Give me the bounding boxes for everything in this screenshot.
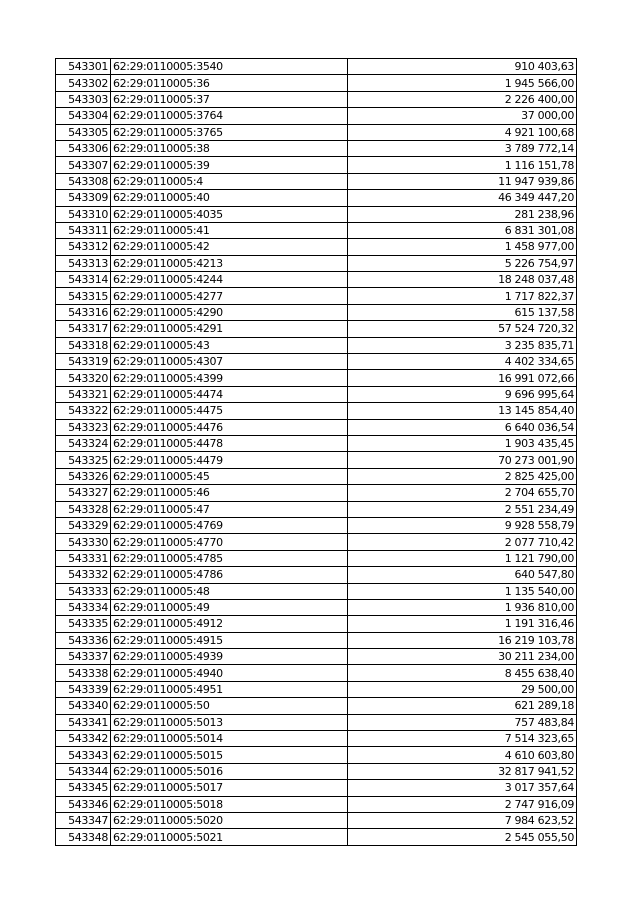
row-number-cell: 543340 (56, 698, 111, 714)
cadastral-number-cell: 62:29:0110005:43 (111, 337, 348, 353)
table-row (56, 157, 577, 173)
cadastral-value-cell: 3 789 772,14 (348, 140, 577, 156)
cadastral-number-cell: 62:29:0110005:48 (111, 583, 348, 599)
cadastral-number-cell: 62:29:0110005:5015 (111, 747, 348, 763)
cadastral-value-cell: 2 704 655,70 (348, 485, 577, 501)
row-number-cell: 543310 (56, 206, 111, 222)
row-number-cell: 543336 (56, 632, 111, 648)
cadastral-number-cell: 62:29:0110005:4307 (111, 354, 348, 370)
row-number-cell: 543307 (56, 157, 111, 173)
cadastral-number-cell: 62:29:0110005:4786 (111, 567, 348, 583)
cadastral-number-cell: 62:29:0110005:42 (111, 239, 348, 255)
cadastral-value-cell: 6 640 036,54 (348, 419, 577, 435)
cadastral-value-cell: 70 273 001,90 (348, 452, 577, 468)
cadastral-number-cell: 62:29:0110005:4940 (111, 665, 348, 681)
table-row (56, 91, 577, 107)
cadastral-number-cell: 62:29:0110005:4479 (111, 452, 348, 468)
cadastral-number-cell: 62:29:0110005:4291 (111, 321, 348, 337)
table-row (56, 403, 577, 419)
row-number-cell: 543312 (56, 239, 111, 255)
cadastral-value-cell: 16 219 103,78 (348, 632, 577, 648)
cadastral-number-cell: 62:29:0110005:36 (111, 75, 348, 91)
table-row (56, 337, 577, 353)
row-number-cell: 543321 (56, 386, 111, 402)
cadastral-value-cell: 1 717 822,37 (348, 288, 577, 304)
table-row (56, 698, 577, 714)
row-number-cell: 543345 (56, 780, 111, 796)
row-number-cell: 543302 (56, 75, 111, 91)
table-row (56, 288, 577, 304)
cadastral-number-cell: 62:29:0110005:3540 (111, 59, 348, 75)
cadastral-value-cell: 4 610 603,80 (348, 747, 577, 763)
table-row (56, 468, 577, 484)
cadastral-value-cell: 7 984 623,52 (348, 812, 577, 828)
cadastral-value-cell: 37 000,00 (348, 108, 577, 124)
cadastral-value-cell: 4 921 100,68 (348, 124, 577, 140)
cadastral-number-cell: 62:29:0110005:46 (111, 485, 348, 501)
row-number-cell: 543323 (56, 419, 111, 435)
row-number-cell: 543301 (56, 59, 111, 75)
cadastral-number-cell: 62:29:0110005:4 (111, 173, 348, 189)
row-number-cell: 543337 (56, 649, 111, 665)
row-number-cell: 543347 (56, 812, 111, 828)
cadastral-value-table (55, 58, 577, 846)
row-number-cell: 543315 (56, 288, 111, 304)
row-number-cell: 543339 (56, 681, 111, 697)
cadastral-number-cell: 62:29:0110005:5013 (111, 714, 348, 730)
row-number-cell: 543342 (56, 731, 111, 747)
table-row (56, 140, 577, 156)
table-row (56, 485, 577, 501)
cadastral-number-cell: 62:29:0110005:5016 (111, 763, 348, 779)
cadastral-value-cell: 9 928 558,79 (348, 517, 577, 533)
cadastral-number-cell: 62:29:0110005:4769 (111, 517, 348, 533)
cadastral-value-cell: 2 077 710,42 (348, 534, 577, 550)
table-row (56, 386, 577, 402)
table-row (56, 239, 577, 255)
row-number-cell: 543331 (56, 550, 111, 566)
row-number-cell: 543348 (56, 829, 111, 845)
table-row (56, 304, 577, 320)
cadastral-number-cell: 62:29:0110005:37 (111, 91, 348, 107)
cadastral-value-cell: 11 947 939,86 (348, 173, 577, 189)
row-number-cell: 543305 (56, 124, 111, 140)
table-row (56, 108, 577, 124)
cadastral-value-cell: 13 145 854,40 (348, 403, 577, 419)
table-row (56, 255, 577, 271)
table-row (56, 632, 577, 648)
cadastral-value-cell: 16 991 072,66 (348, 370, 577, 386)
cadastral-value-cell: 46 349 447,20 (348, 190, 577, 206)
row-number-cell: 543344 (56, 763, 111, 779)
cadastral-number-cell: 62:29:0110005:4213 (111, 255, 348, 271)
row-number-cell: 543332 (56, 567, 111, 583)
row-number-cell: 543304 (56, 108, 111, 124)
cadastral-number-cell: 62:29:0110005:4474 (111, 386, 348, 402)
cadastral-number-cell: 62:29:0110005:3765 (111, 124, 348, 140)
row-number-cell: 543317 (56, 321, 111, 337)
row-number-cell: 543308 (56, 173, 111, 189)
cadastral-value-cell: 3 235 835,71 (348, 337, 577, 353)
cadastral-value-cell: 910 403,63 (348, 59, 577, 75)
table-row (56, 731, 577, 747)
cadastral-number-cell: 62:29:0110005:49 (111, 599, 348, 615)
row-number-cell: 543338 (56, 665, 111, 681)
row-number-cell: 543327 (56, 485, 111, 501)
table-row (56, 534, 577, 550)
cadastral-number-cell: 62:29:0110005:50 (111, 698, 348, 714)
table-row (56, 501, 577, 517)
cadastral-number-cell: 62:29:0110005:45 (111, 468, 348, 484)
row-number-cell: 543326 (56, 468, 111, 484)
cadastral-number-cell: 62:29:0110005:4770 (111, 534, 348, 550)
cadastral-value-cell: 9 696 995,64 (348, 386, 577, 402)
table-row (56, 370, 577, 386)
cadastral-number-cell: 62:29:0110005:4915 (111, 632, 348, 648)
row-number-cell: 543325 (56, 452, 111, 468)
cadastral-number-cell: 62:29:0110005:4476 (111, 419, 348, 435)
table-row (56, 780, 577, 796)
cadastral-number-cell: 62:29:0110005:5020 (111, 812, 348, 828)
cadastral-value-cell: 29 500,00 (348, 681, 577, 697)
cadastral-number-cell: 62:29:0110005:4939 (111, 649, 348, 665)
cadastral-number-cell: 62:29:0110005:5021 (111, 829, 348, 845)
row-number-cell: 543334 (56, 599, 111, 615)
cadastral-value-cell: 2 747 916,09 (348, 796, 577, 812)
table-row (56, 763, 577, 779)
cadastral-value-cell: 1 945 566,00 (348, 75, 577, 91)
row-number-cell: 543341 (56, 714, 111, 730)
table-row (56, 452, 577, 468)
cadastral-number-cell: 62:29:0110005:4785 (111, 550, 348, 566)
row-number-cell: 543316 (56, 304, 111, 320)
cadastral-value-cell: 757 483,84 (348, 714, 577, 730)
cadastral-value-cell: 1 903 435,45 (348, 435, 577, 451)
cadastral-value-cell: 615 137,58 (348, 304, 577, 320)
row-number-cell: 543306 (56, 140, 111, 156)
cadastral-value-cell: 30 211 234,00 (348, 649, 577, 665)
row-number-cell: 543322 (56, 403, 111, 419)
table-body (56, 59, 577, 846)
cadastral-number-cell: 62:29:0110005:47 (111, 501, 348, 517)
row-number-cell: 543343 (56, 747, 111, 763)
cadastral-value-cell: 18 248 037,48 (348, 272, 577, 288)
table-row (56, 222, 577, 238)
cadastral-value-cell: 1 458 977,00 (348, 239, 577, 255)
row-number-cell: 543303 (56, 91, 111, 107)
table-row (56, 517, 577, 533)
cadastral-value-cell: 1 121 790,00 (348, 550, 577, 566)
table-row (56, 550, 577, 566)
cadastral-value-cell: 5 226 754,97 (348, 255, 577, 271)
table-row (56, 435, 577, 451)
cadastral-number-cell: 62:29:0110005:5018 (111, 796, 348, 812)
cadastral-value-cell: 6 831 301,08 (348, 222, 577, 238)
cadastral-value-cell: 4 402 334,65 (348, 354, 577, 370)
table-row (56, 354, 577, 370)
cadastral-number-cell: 62:29:0110005:4399 (111, 370, 348, 386)
cadastral-number-cell: 62:29:0110005:4244 (111, 272, 348, 288)
table-row (56, 681, 577, 697)
table-row (56, 190, 577, 206)
row-number-cell: 543320 (56, 370, 111, 386)
table-row (56, 272, 577, 288)
row-number-cell: 543311 (56, 222, 111, 238)
cadastral-value-cell: 1 116 151,78 (348, 157, 577, 173)
cadastral-number-cell: 62:29:0110005:41 (111, 222, 348, 238)
row-number-cell: 543314 (56, 272, 111, 288)
cadastral-number-cell: 62:29:0110005:38 (111, 140, 348, 156)
row-number-cell: 543319 (56, 354, 111, 370)
row-number-cell: 543329 (56, 517, 111, 533)
row-number-cell: 543318 (56, 337, 111, 353)
table-row (56, 583, 577, 599)
table-row (56, 812, 577, 828)
table-row (56, 714, 577, 730)
row-number-cell: 543313 (56, 255, 111, 271)
table-row (56, 75, 577, 91)
table-row (56, 665, 577, 681)
cadastral-value-cell: 2 825 425,00 (348, 468, 577, 484)
row-number-cell: 543328 (56, 501, 111, 517)
cadastral-number-cell: 62:29:0110005:4951 (111, 681, 348, 697)
row-number-cell: 543330 (56, 534, 111, 550)
cadastral-value-cell: 1 135 540,00 (348, 583, 577, 599)
table-row (56, 796, 577, 812)
cadastral-number-cell: 62:29:0110005:3764 (111, 108, 348, 124)
cadastral-number-cell: 62:29:0110005:40 (111, 190, 348, 206)
table-row (56, 829, 577, 845)
table-row (56, 616, 577, 632)
cadastral-value-cell: 281 238,96 (348, 206, 577, 222)
cadastral-number-cell: 62:29:0110005:5017 (111, 780, 348, 796)
cadastral-number-cell: 62:29:0110005:4478 (111, 435, 348, 451)
row-number-cell: 543324 (56, 435, 111, 451)
cadastral-value-cell: 640 547,80 (348, 567, 577, 583)
table-row (56, 567, 577, 583)
table-row (56, 321, 577, 337)
table-row (56, 747, 577, 763)
cadastral-number-cell: 62:29:0110005:4912 (111, 616, 348, 632)
table-row (56, 206, 577, 222)
cadastral-value-cell: 32 817 941,52 (348, 763, 577, 779)
cadastral-number-cell: 62:29:0110005:4290 (111, 304, 348, 320)
table-row (56, 124, 577, 140)
cadastral-value-cell: 1 936 810,00 (348, 599, 577, 615)
cadastral-value-cell: 57 524 720,32 (348, 321, 577, 337)
row-number-cell: 543309 (56, 190, 111, 206)
cadastral-value-cell: 7 514 323,65 (348, 731, 577, 747)
table-row (56, 599, 577, 615)
table-row (56, 649, 577, 665)
table-row (56, 419, 577, 435)
cadastral-number-cell: 62:29:0110005:5014 (111, 731, 348, 747)
table-row (56, 173, 577, 189)
cadastral-number-cell: 62:29:0110005:4277 (111, 288, 348, 304)
row-number-cell: 543335 (56, 616, 111, 632)
table-row (56, 59, 577, 75)
cadastral-value-cell: 1 191 316,46 (348, 616, 577, 632)
cadastral-value-cell: 3 017 357,64 (348, 780, 577, 796)
cadastral-value-cell: 2 226 400,00 (348, 91, 577, 107)
row-number-cell: 543346 (56, 796, 111, 812)
cadastral-number-cell: 62:29:0110005:4475 (111, 403, 348, 419)
cadastral-value-cell: 2 551 234,49 (348, 501, 577, 517)
cadastral-value-cell: 2 545 055,50 (348, 829, 577, 845)
cadastral-number-cell: 62:29:0110005:39 (111, 157, 348, 173)
cadastral-value-cell: 8 455 638,40 (348, 665, 577, 681)
cadastral-value-cell: 621 289,18 (348, 698, 577, 714)
row-number-cell: 543333 (56, 583, 111, 599)
cadastral-number-cell: 62:29:0110005:4035 (111, 206, 348, 222)
